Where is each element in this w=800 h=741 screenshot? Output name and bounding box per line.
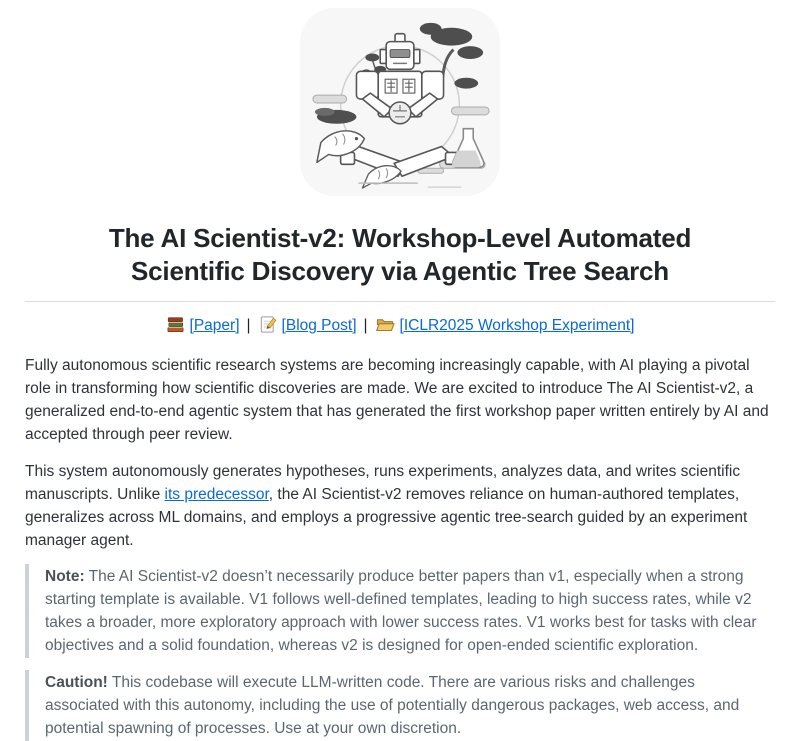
iclr2025-workshop-experiment-link[interactable]: [ICLR2025 Workshop Experiment]	[399, 317, 635, 334]
books-icon	[166, 315, 185, 340]
caution-blockquote	[25, 670, 775, 741]
caution-label: Caution!	[45, 674, 108, 691]
meditating-robot-icon	[300, 8, 500, 196]
note-blockquote	[25, 564, 775, 658]
link-separator: |	[246, 317, 251, 334]
intro-paragraph: Fully autonomous scientific research systems are becoming increasingly capable, with AI playing a pivotal role in transforming how scientific discoveries are made. We are excited to introduce The AI Scientist-v2, a generalized end-to-end agentic system that has generated the first workshop paper written entirely by AI and accepted through peer review.	[25, 357, 769, 443]
link-separator: |	[363, 317, 368, 334]
memo-icon	[258, 315, 277, 340]
title-line-1: The AI Scientist-v2: Workshop-Level Automated	[108, 223, 692, 253]
note-label: Note:	[45, 568, 85, 585]
system-paragraph-text-before: This system autonomously generates hypotheses, runs experiments, analyzes data, and writes scientific manuscripts. Unlike	[25, 463, 741, 503]
its-predecessor-link[interactable]: its predecessor	[164, 486, 269, 503]
system-paragraph	[25, 460, 775, 552]
logo-section	[25, 0, 775, 196]
note-text: The AI Scientist-v2 doesn’t necessarily produce better papers than v1, especially when a strong starting template is available. V1 follows well-defined templates, leading to high success rates, while v2 takes a broader, more exploratory approach with lower success rates. V1 works best for tasks with clear objectives and a solid foundation, whereas v2 is designed for open-ended scientific exploration.	[45, 568, 757, 654]
page-title	[25, 222, 775, 302]
blog-post-link[interactable]: [Blog Post]	[281, 317, 357, 334]
links-bar	[25, 315, 775, 340]
caution-text: This codebase will execute LLM-written code. There are various risks and challenges associated with this autonomy, including the use of potentially dangerous packages, web access, and potential spawning of processes. Use at your own discretion.	[45, 674, 740, 737]
system-paragraph-text-after: , the AI Scientist-v2 removes reliance on human-authored templates, generalizes across ML domains, and employs a progressive agentic tree-search guided by an experiment manager agent.	[25, 486, 748, 549]
paper-link[interactable]: [Paper]	[189, 317, 240, 334]
ai-scientist-logo[interactable]	[300, 8, 500, 196]
open-folder-icon	[375, 315, 395, 340]
title-line-2: Scientific Discovery via Agentic Tree Search	[131, 256, 669, 286]
